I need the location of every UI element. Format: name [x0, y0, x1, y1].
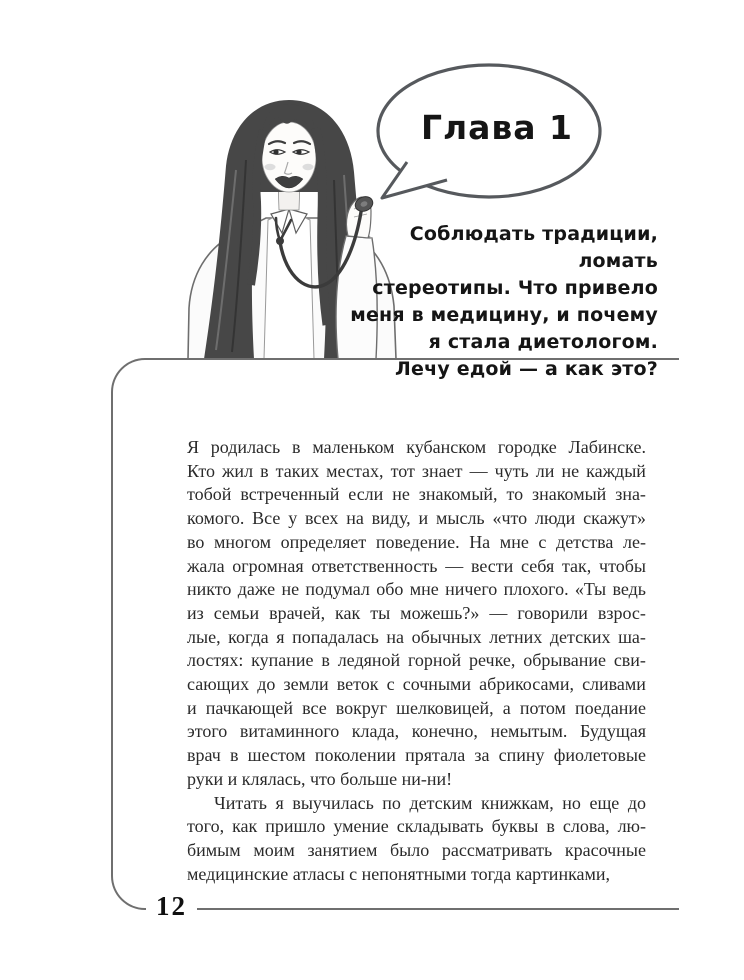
body-text-line: врач в шестом поколении прятала за спину фиолетовые	[187, 745, 646, 766]
body-text-line: того, как пришло умение складывать буквы в слова, лю-	[187, 816, 646, 837]
body-text-line: жала огромная ответственность — вести себя так, чтобы	[187, 555, 646, 576]
subtitle-line: стереотипы. Что привело	[372, 277, 658, 299]
page-number: 12	[146, 891, 197, 922]
subtitle-line: меня в медицину, и почему	[350, 304, 658, 326]
body-text-line: руки и клялась, что больше ни-ни!	[187, 768, 453, 789]
subtitle-line: Лечу едой — а как это?	[395, 358, 658, 380]
chapter-subtitle	[340, 221, 658, 383]
body-text-line: во многом определяет поведение. На мне с детства ле-	[187, 531, 646, 552]
body-paragraph	[187, 792, 646, 887]
body-text-line: сающих до земли веток с сочными абрикосами, сливами	[187, 674, 646, 695]
body-text-line: лостях: купание в ледяной горной речке, обрывание сви-	[187, 650, 646, 671]
body-text-line: из семьи врачей, как ты можешь?» — говорили взрос-	[187, 602, 646, 623]
body-text-line: этого витаминного клада, конечно, немытым. Будущая	[187, 721, 646, 742]
body-text	[187, 436, 646, 886]
body-text-line: Кто жил в таких местах, тот знает — чуть ли не каждый	[187, 460, 646, 481]
body-text-line: бимым моим занятием было рассматривать красочные	[187, 839, 646, 860]
body-text-line: Я родилась в маленьком кубанском городке Лабинске.	[187, 437, 646, 457]
body-text-line: никто даже не подумал обо мне ничего плохого. «Ты ведь	[187, 579, 646, 600]
chapter-label: Глава 1	[420, 108, 574, 147]
body-text-line: тобой встреченный если не знакомый, то знакомый зна-	[187, 484, 646, 505]
subtitle-line: я стала диетологом.	[428, 331, 658, 353]
body-text-line: медицинские атласы с непонятными тогда картинками,	[187, 863, 611, 884]
body-text-line: лые, когда я попадалась на обычных летних детских ша-	[187, 626, 646, 647]
subtitle-line: Соблюдать традиции, ломать	[409, 223, 658, 272]
body-text-line: комого. Все у всех на виду, и мысль «что люди скажут»	[187, 508, 646, 529]
body-text-line: и пачкающей все вокруг шелковицей, а потом поедание	[187, 697, 646, 718]
body-text-line: Читать я выучилась по детским книжкам, но еще до	[214, 792, 646, 813]
body-paragraph	[187, 436, 646, 792]
speech-bubble	[372, 58, 608, 210]
